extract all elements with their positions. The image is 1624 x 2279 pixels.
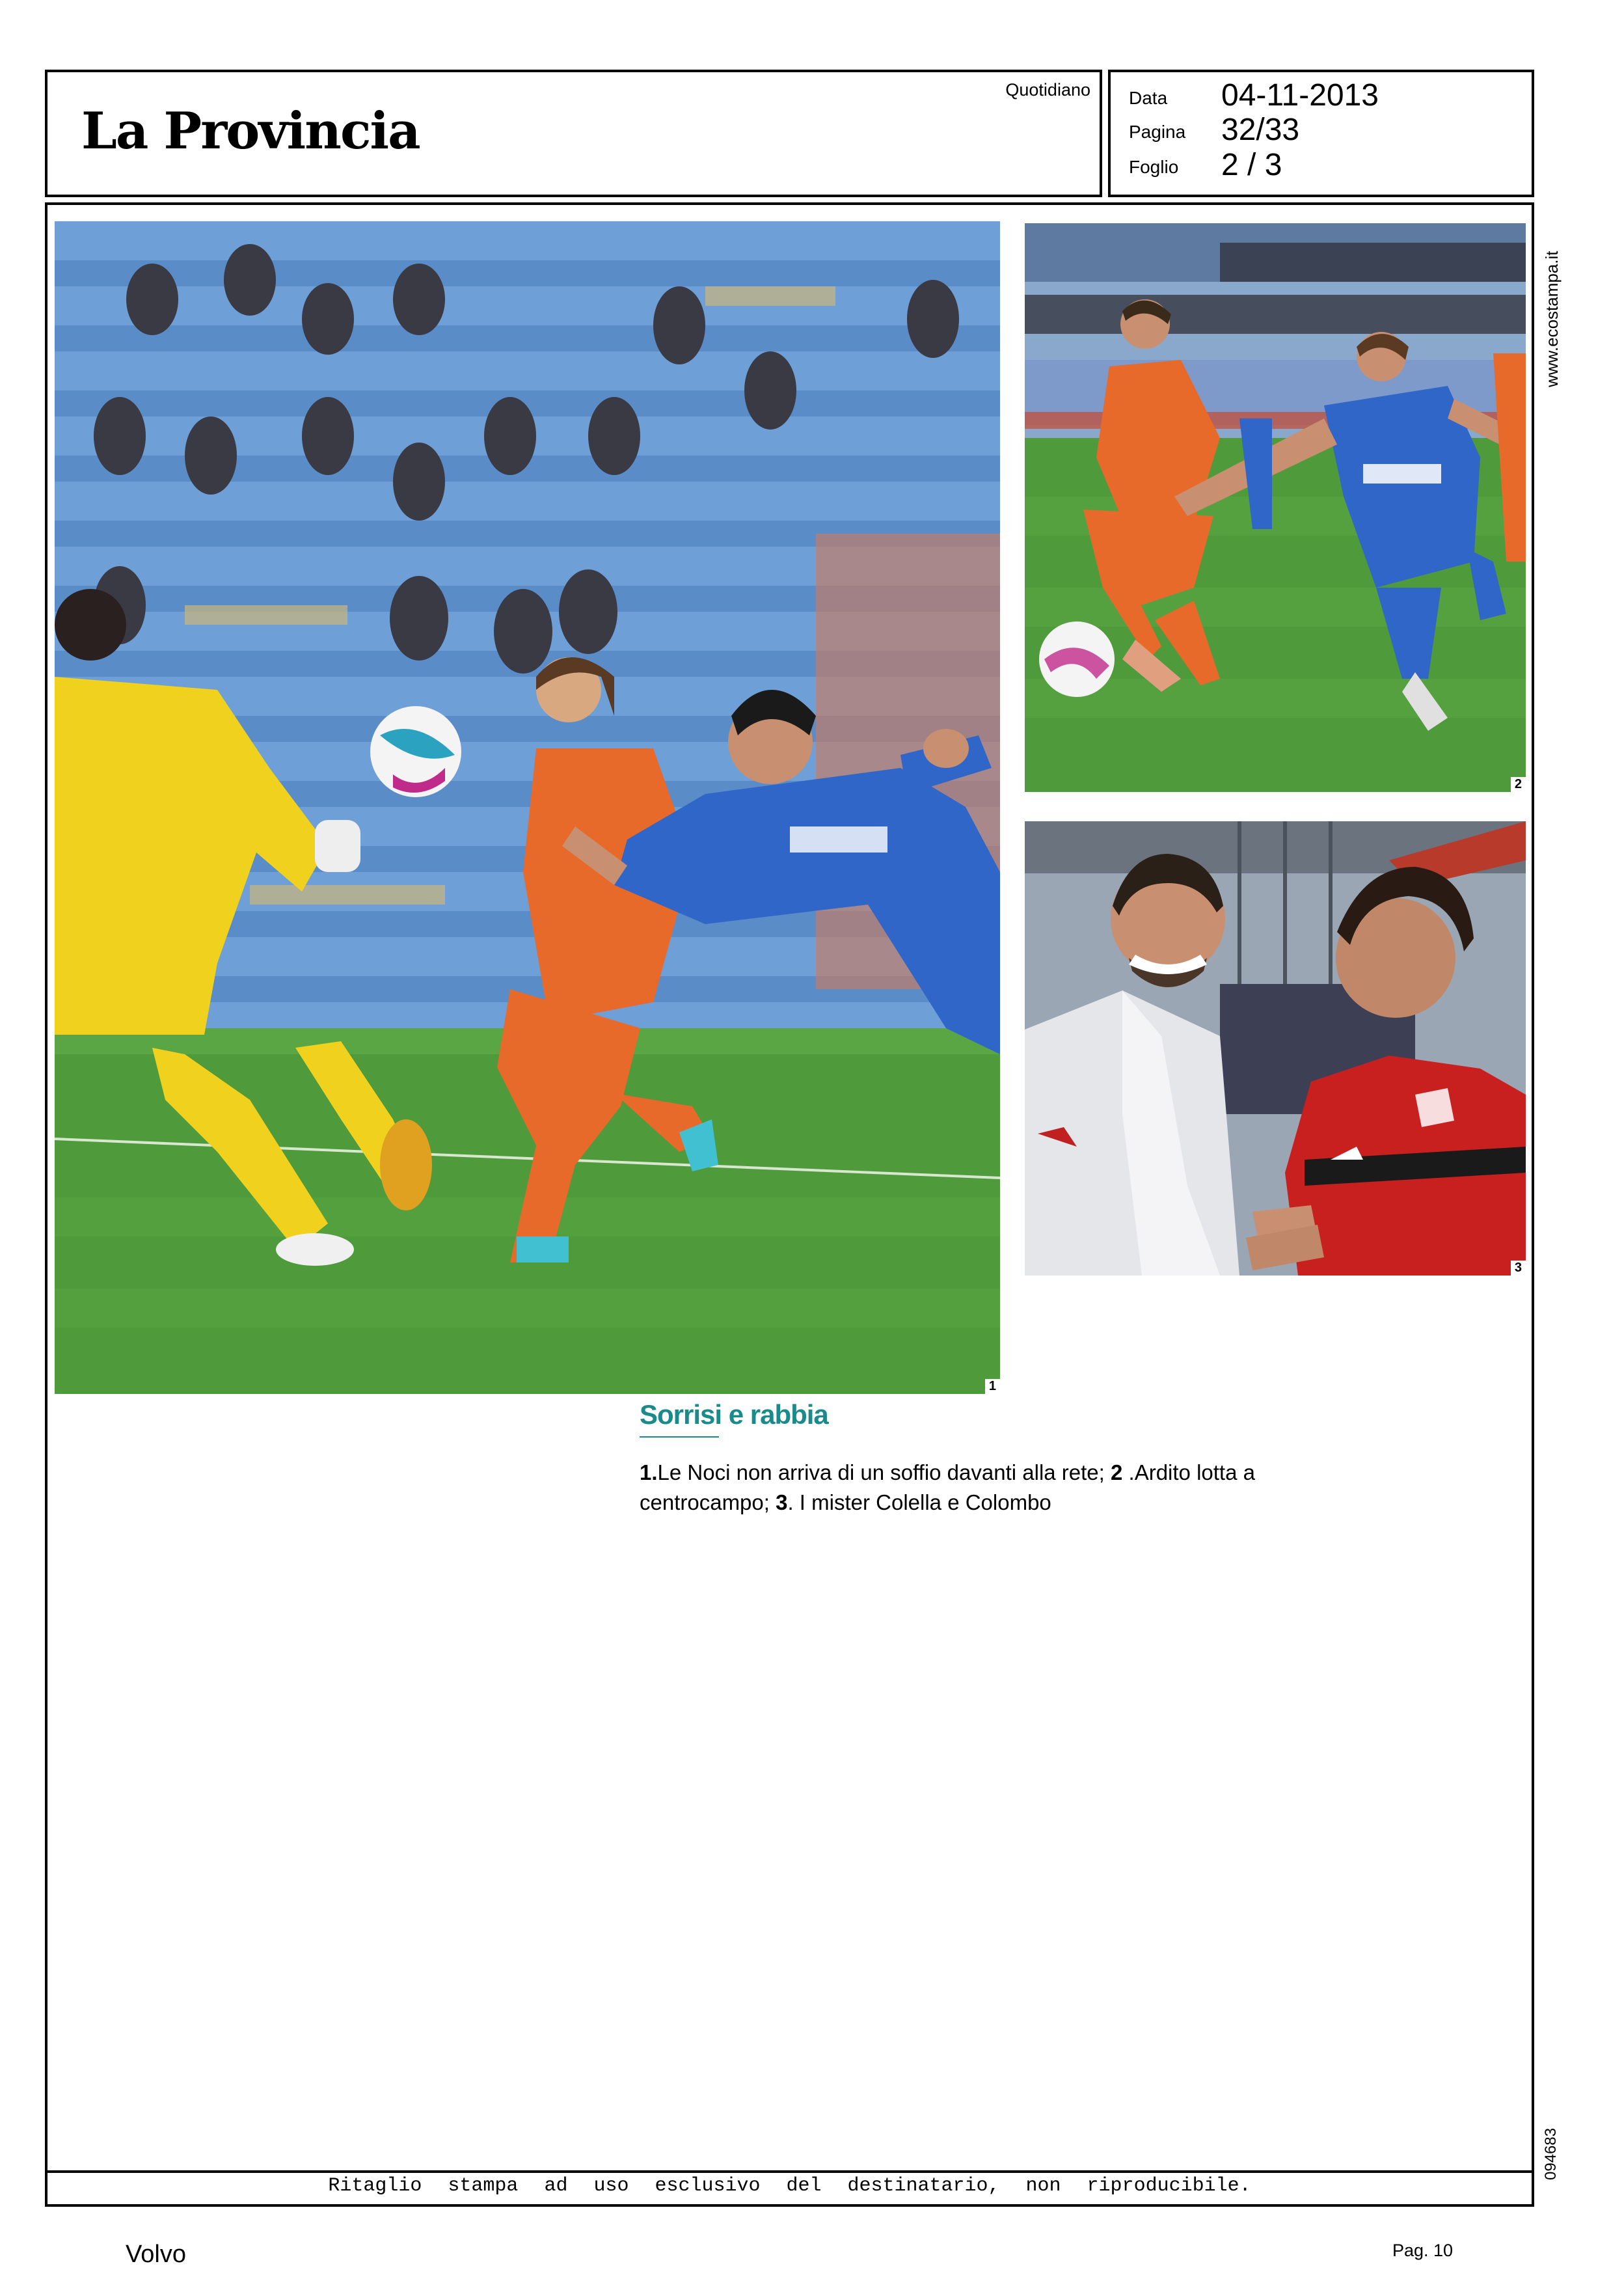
side-url-text: www.ecostampa.it xyxy=(1542,251,1562,387)
footer-divider xyxy=(45,2170,1534,2173)
metadata-box xyxy=(1108,70,1534,197)
caption-part-2: .Ardito lotta a centrocampo; xyxy=(640,1460,1255,1514)
foglio-value: 2 / 3 xyxy=(1221,148,1282,182)
photo-1-goalmouth-action xyxy=(55,221,1000,1394)
page-number: Pag. 10 xyxy=(1392,2241,1454,2260)
caption-num-1: 1. xyxy=(640,1460,658,1484)
pagina-value: 32/33 xyxy=(1221,113,1300,147)
caption-num-2: 2 xyxy=(1111,1460,1123,1484)
foglio-label: Foglio xyxy=(1129,157,1179,177)
photo-1-number: 1 xyxy=(985,1379,1000,1394)
frequency-label: Quotidiano xyxy=(1005,80,1090,100)
side-code xyxy=(1542,2122,1568,2180)
photo-2-number: 2 xyxy=(1511,777,1526,792)
photo-3-number: 3 xyxy=(1511,1261,1526,1276)
masthead-box xyxy=(45,70,1102,197)
pagina-label: Pagina xyxy=(1129,122,1186,142)
caption-text xyxy=(640,1458,1297,1518)
caption-title: Sorrisi e rabbia xyxy=(640,1399,828,1430)
data-value: 04-11-2013 xyxy=(1221,78,1379,113)
data-label: Data xyxy=(1129,88,1168,108)
photo-3-coaches-handshake xyxy=(1025,821,1526,1276)
newspaper-logo: La Provincia xyxy=(81,102,420,161)
caption-part-3: . I mister Colella e Colombo xyxy=(787,1490,1051,1514)
disclaimer: Ritaglio stampa ad uso esclusivo del destinatario, non riproducibile. xyxy=(328,2175,1251,2197)
caption-underline xyxy=(640,1436,719,1438)
client-name: Volvo xyxy=(126,2241,186,2268)
side-code-text: 094683 xyxy=(1542,2127,1560,2180)
photo-2-midfield-duel xyxy=(1025,223,1526,792)
caption-part-1: Le Noci non arriva di un soffio davanti alla rete; xyxy=(657,1460,1111,1484)
side-url xyxy=(1542,225,1568,387)
caption-num-3: 3 xyxy=(776,1490,788,1514)
